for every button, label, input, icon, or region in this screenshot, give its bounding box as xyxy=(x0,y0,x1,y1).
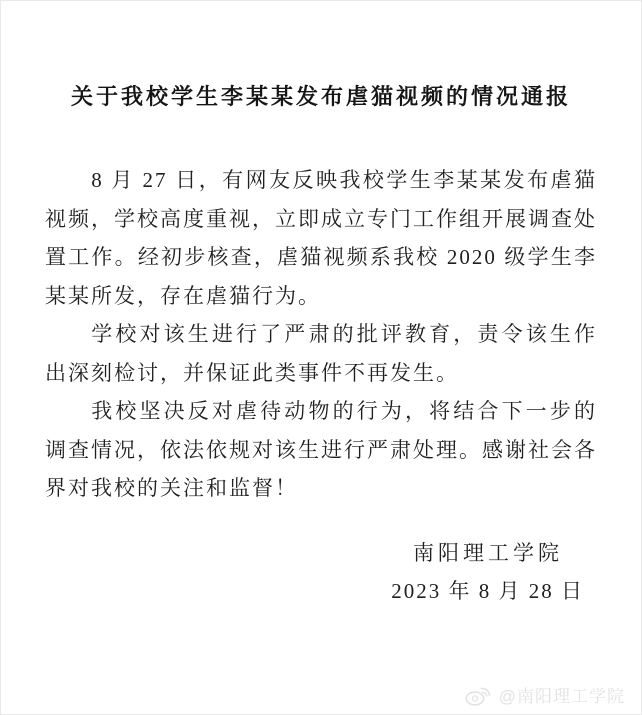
weibo-icon xyxy=(464,683,494,707)
watermark-text: @南阳理工学院 xyxy=(498,687,625,706)
watermark xyxy=(464,682,625,707)
signature-block xyxy=(1,534,641,611)
notice-paragraph-2: 学校对该生进行了严肃的批评教育，责令该生作出深刻检讨，并保证此类事件不再发生。 xyxy=(45,322,597,385)
issuer-signature: 南阳理工学院 xyxy=(413,540,563,565)
notice-paragraph-3: 我校坚决反对虐待动物的行为，将结合下一步的调查情况，依法依规对该生进行严肃处理。感谢社会各界对我校的关注和监督！ xyxy=(45,399,597,500)
notice-paragraph-1: 8 月 27 日，有网友反映我校学生李某某发布虐猫视频，学校高度重视，立即成立专门工作组开展调查处置工作。经初步核查，虐猫视频系我校 2020 级学生李某某所发，存在虐猫行为。 xyxy=(45,168,597,308)
notice-body xyxy=(1,161,641,508)
issue-date: 2023 年 8 月 28 日 xyxy=(391,579,584,603)
notice-title: 关于我校学生李某某发布虐猫视频的情况通报 xyxy=(70,84,571,109)
